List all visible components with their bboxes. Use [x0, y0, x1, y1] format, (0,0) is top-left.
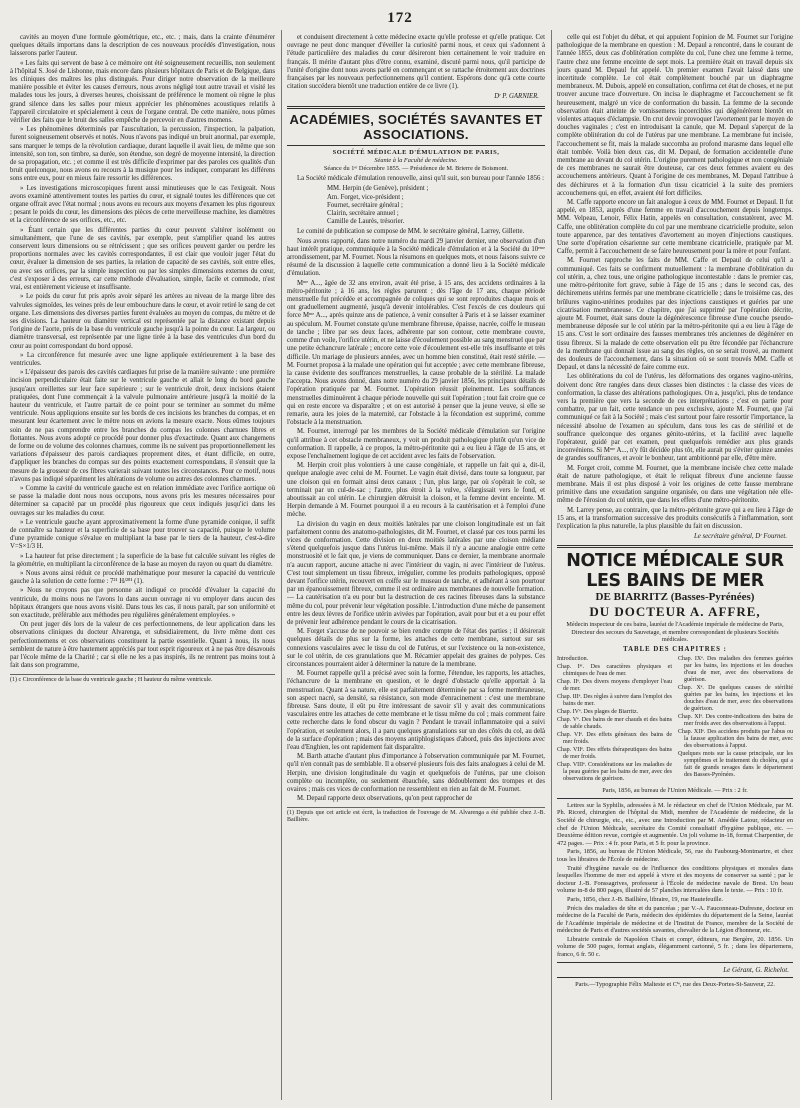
paragraph: » Les phénomènes déterminés par l'auscultation, la percussion, l'inspection, la palpation, furent soigneusement observés et notés. Nous n'avons pas indiqué un bruit anormal, par exemple, sans marquer le temps de la révolution cardiaque, durant laquelle il avait lieu, de même que son intensité, son ton, son timbre, sa durée, son étendue, son degré de moyenne intensité, la direction de sa propagation, etc. ; et comme il est très difficile d'exprimer par des paroles ces qualités d'un bruit quelconque, nous avons eu recours à la musique pour les indiquer, comparant les différens sons entre eux, pour en mieux faire ressortir les différences. [10, 126, 275, 183]
ad-description: Médecin inspecteur de ces bains, lauréat de l'Académie impériale de médecine de Paris, Directeur des secours du Sauvetage, et membre correspondant de plusieurs Sociétés médicales. [566, 621, 784, 643]
paragraph: M. Caffe rapporte encore un fait analogue à ceux de MM. Fournet et Depaul. Il fut appelé, en 1853, auprès d'une femme en travail d'accouchement depuis longtemps. MM. Velpeau, Lenoir, Félix Hatin, appelés en consultation, constatèrent, avec M. Caffe, une oblitération complète du col par une membrane cicatricielle produite, selon toute apparence, par des tentatives d'avortement au moyen d'injections caustiques. Une sorte d'opération césarienne sur cette membrane cicatricielle, pratiquée par M. Caffe, permit à l'accouchement de se faire heureusement pour la mère et pour l'enfant. [557, 199, 793, 256]
paragraph: cavités au moyen d'une formule géométrique, etc., etc. ; mais, dans la crainte d'énumérer quelques détails importans dans la description de ces nouveaux procédés d'investigation, nous laisserons parler l'auteur. [10, 34, 275, 58]
paragraph: La division du vagin en deux moitiés latérales par une cloison longitudinale est un fait parfaitement connu des anatomo-pathologistes, dit M. Fournet, et classé par ces tous parmi les vices de conformation. Cette division en deux moitiés latérales par une cloison médiane s'étend quelquefois jusque dans l'utérus lui-même. Mais il n'y a aucune analogie entre cette monstruosité et le fait que, je viens de communiquer. Dans ce dernier, la membrane anormale n'a aucun rapport, aucune attache ni avec l'intérieur du vagin, ni avec l'intérieur de l'utérus. C'est tout simplement un tissu fibreux, irrégulier, comme les produits pathologiques, opposé devant l'orifice utérin, recouvert en coiffe sur le museau de tanche, et adhérant à son pourtour par un épanouissement fibreux, comme il est ordinaire aux membranes de nouvelle formation. — La cautérisation n'a eu pour but la destruction de ces racines fibreuses dans la substance même du col, pour prévenir leur végétation possible. L'introduction d'une mèche de pansement entre les deux lèvres de l'orifice utérin avivées par l'opération, avait pour but et a eu pour effet de prévenir leur adhérence pendant le cours de la cicatrisation. [287, 520, 545, 626]
member-entry: MM. Herpin (de Genève), président ; [327, 185, 429, 193]
ad-title: NOTICE MÉDICALE SUR LES BAINS DE MER [566, 551, 784, 592]
toc-grid [557, 656, 793, 785]
paragraph: » Le ventricule gauche ayant approximativement la forme d'une pyramide conique, il suffit de connaître sa hauteur et la superficie de sa base pour trouver sa capacité, puisque le volume d'une pyramide conique s'évalue en multipliant la base par le tiers de la hauteur, c'est-à-dire V=S×1/3 H. [10, 518, 275, 551]
paragraph: » Nous ne croyons pas que personne ait indiqué ce procédé d'évaluer la capacité du ventricule, du moins nous ne l'avons lu dans aucun ouvrage ni vu employer dans aucun des hôpitaux étrangers que nous avons visité. Dans tous les cas, il nous paraît, par son uniformité et son exactitude, préférable aux méthodes peu régulières généralement employées. » [10, 587, 275, 620]
toc-entry: Chap. IIᵉ. Des divers moyens d'employer l'eau de mer. [557, 679, 672, 693]
paragraph: « Les faits qui servent de base à ce mémoire ont été soigneusement recueillis, non seulement à l'hôpital S. José de Lisbonne, mais encore dans plusieurs hôpitaux de Paris et de Belgique, dans les cliniques des maîtres les plus distingués. Pour diriger notre observation de la meilleure manière possible et éviter les causes d'erreurs, nous avons négligé tout autre travail et visité les malades tous les jours, à diverses heures, choisissant de préférence le moment où règne le plus grand silence dans les salles pour mieux apprécier les phénomènes acoustiques relatifs à l'appareil circulatoire et spécialement à ceux de l'organe central. De cette manière, nous pûmes vérifier des faits que le bruit des salles empêche de percevoir en d'autres momens. [10, 59, 275, 125]
notice-rule [557, 798, 793, 799]
paragraph: » L'épaisseur des parois des cavités cardiaques fut prise de la manière suivante : une première incision perpendiculaire était faite sur le ventricule gauche et allait le long du bord gauche jusqu'aux oreillettes sur leur face supérieure ; sur le ventricule droit, deux incisions étaient pratiquées, dont l'une commençait à la valvule pulmonaire antérieure jusqu'à la moitié de la hauteur du ventricule, et l'autre partait de ce point pour se terminer au sommet du même ventricule. Nous appliquions ensuite sur les bords de ces incisions les branches du compas, et en mesurant leur écartement avec le mètre nous en avions la mesure exacte. Nous eûmes toujours soin de ne pas comprendre entre les branches du compas les colonnes charnues libres et flottantes. Nous avons adopté ce procédé pour donner plus d'exactitude. Quant aux changemens de forme ou de volume des colonnes charnues, comme ils ne suivent pas proportionnellement les variations d'épaisseur des parois cardiaques proprement dites, et étant difficile, en outre, d'appliquer les branches du compas sur des points exactement correspondans, il s'ensuit que la mesure de la grosseur de ces fibres varierait suivant toutes les circonstances. Pour ce motif, nous n'avons pas indiqué séparément les altérations de volume ou autres des colonnes charnues. [10, 369, 275, 483]
column-divider [281, 30, 282, 1100]
gerant-line: Le Gérant, G. Richelot. [723, 965, 789, 974]
member-entry: Clairin, secrétaire annuel ; [327, 210, 399, 218]
ad-author: DU DOCTEUR A. AFFRE, [589, 604, 761, 620]
paragraph: Les oblitérations du col de l'utérus, les déformations des organes vagino-utérins, doivent donc être rangées dans deux classes bien distinctes : la classe des vices de conformation, la classe des altérations pathologiques. On a, jusqu'ici, plus de tendance vers la première que vers la seconde de ces interprétations ; c'est en partie pour combattre, par un fait, cette tendance un peu exclusive, ajoute M. Fournet, que j'ai communiqué ce fait à la Société ; mais c'est surtout pour faire ressortir l'importance, la nécessité absolue de l'examen au spéculum, dans tous les cas de stérilité et de souffrance quelconque des organes génito-utérins, et la facilité avec laquelle l'opérateur, guidé par cet examen, peut quelquefois remédier aux plus grands inconvéniens. Si Mᵐᵉ A..., n'y fût décidée plus tôt, elle aurait pu s'éviter quinze années de grandes souffrances, et avoir le bonheur, tant ambitionné par elle, d'être mère. [557, 373, 793, 463]
page-number: 172 [387, 10, 413, 26]
toc-entry: Chap. Vᵉ. Des bains de mer chauds et des bains de sable chauds. [557, 717, 672, 731]
right-column [557, 34, 793, 1096]
paragraph: M. Barth attache d'autant plus d'importance à l'observation communiquée par M. Fournet, qu'il n'en connaît pas de semblable. Il a observé plusieurs fois des faits analogues à celui de M. Herpin, une division longitudinale du vagin et quelquefois de l'utérus, par une cloison complète ou incomplète, ou seulement ébauchée, sans dédoublement des trompes et des ovaires ; mais ces vices de conformation ne ressemblent en rien au fait de M. Fournet. [287, 753, 545, 794]
book-notice: Paris, 1856, au bureau de l'Union Médicale, 56, rue du Faubourg-Montmartre, et chez tous les libraires de l'École de médecine. [557, 848, 793, 863]
book-notice: Paris, 1856, chez J.-B. Baillière, libraire, 19, rue Hautefeuille. [567, 895, 723, 903]
toc-right-column [678, 656, 793, 784]
imprint-line: Paris.—Typographie Félix Malteste et Cⁱᵉ, rue des Deux-Portes-St-Sauveur, 22. [575, 980, 775, 988]
book-notice: Traité d'hygiène navale ou de l'influence des conditions physiques et morales dans lesquelles l'homme de mer est appelé à vivre et des moyens de conserver sa santé ; par le docteur J.-B. Fonssagrives, professeur à l'École de médecine navale de Brest. Un beau volume in-8 de 800 pages, illustré de 57 planches intercalées dans le texte. — Prix : 10 fr. [557, 864, 793, 895]
paragraph: M. Forget s'accuse de ne pouvoir se bien rendre compte de l'état des parties ; il désirerait quelques détails de plus sur la forme, les attaches de cette membrane, surtout sur ses connexions vasculaires avec le tissu du col de l'utérus, et sur l'existence ou la non-existence, sur le col utérin, de ces granulations que M. Récamier appelait des graines de polypes. Ces circonstances pourraient aider à déterminer la nature de la membrane. [287, 628, 545, 669]
toc-entry: Chap. VIᵉ. Des effets généraux des bains de mer froids. [557, 732, 672, 746]
paragraph: » La circonférence fut mesurée avec une ligne appliquée extérieurement à la base des ventricules. [10, 351, 275, 367]
left-column [10, 34, 275, 1096]
toc-entry: Chap. VIIᵉ. Des effets thérapeutiques des bains de mer froids. [557, 747, 672, 761]
toc-title: TABLE DES CHAPITRES : [623, 646, 727, 653]
toc-entry: Chap. IXᵉ. Des maladies des femmes guéries par les bains, les injections et les douches d'eau de mer, avec des observations de guérison. [678, 656, 793, 684]
paragraph: » La hauteur fut prise directement ; la superficie de la base fut calculée suivant les règles de la géométrie, en multipliant la circonférence de la base au moyen du rayon ou quart du diamètre. [10, 552, 275, 568]
paragraph: » Les investigations microscopiques furent aussi minutieuses que le cas l'exigeait. Nous avons examiné attentivement toutes les parties du cœur, et signalé toutes les différences que cet organe offrait avec l'état normal ; nous avons eu recours aux moyens d'examen les plus rigoureux ; pesant le poids du cœur, les dimensions des pièces de cette merveilleuse machine, les diamètres et la circonférence de ses orifices, etc., etc. [10, 184, 275, 225]
paragraph: M. Fournet rappelle qu'il a précisé avec soin la forme, l'étendue, les rapports, les attaches, l'échancrure de la membrane en question, et le degré d'obstacle qu'elle apportait à la menstruation. Quant à sa nature, elle est parfaitement déterminée par sa forme membraneuse, son aspect nacré, sa densité, sa résistance, son mode d'enracinement : c'est une membrane fibreuse. Sans doute, il eût pu être intéressant de savoir s'il y avait des communications vasculaires entre les attaches de cette membrane et le tissu même du col ; mais comment faire cette recherche dans le fond obscur du vagin ? Pendant le travail inflammatoire qui a suivi l'opération, et seulement alors, il a paru quelques granulations sur un des côtés du col, au delà de la surface d'opération ; mais des moyens antiphlogistiques d'abord, puis des injections avec l'eau d'Enghien, les ont rapidement fait disparaître. [287, 670, 545, 752]
paragraph: M. Fournet, interrogé par les membres de la Société médicale d'émulation sur l'origine qu'il attribue à cet obstacle membraneux, y voit un produit pathologique plutôt qu'un vice de conformation. Il rappelle, à ce propos, la métro-péritonite qui a eu lieu à l'âge de 15 ans, et expose l'enchaînement logique de cet accident avec les faits de l'observation. [287, 428, 545, 460]
book-notices [557, 802, 793, 959]
mid-paragraphs [287, 228, 545, 803]
member-entry: Am. Forget, vice-président ; [327, 193, 404, 201]
toc-entry: Chap. XIᵉ. Des contre-indications des bains de mer froids avec des observations à l'appui. [678, 714, 793, 728]
paragraph: Le comité de publication se compose de MM. le secrétaire général, Larrey, Gillette. [297, 228, 525, 236]
paragraph: M. Forget croit, comme M. Fournet, que la membrane incisée chez cette malade était de nature pathologique, et était le reliquat fibreux d'une ancienne fausse membrane. Mais il est plus disposé à voir les origines de cette fausse membrane primitive dans une exsudation sanguine organisée, ou dans une végétation née elle-même de l'érosion du col utérin, que dans les effets d'une métro-péritonite. [557, 464, 793, 505]
paragraph: » Étant certain que les différentes parties du cœur peuvent s'altérer isolément ou simultanément, que l'une de ses cavités, par exemple, peut s'amplifier quand les autres conservent leurs dimensions ou se rétrécissent ; que ses orifices peuvent garder ou perdre les proportions normales avec les cavités correspondantes, il est clair que vouloir juger l'état du cœur, évaluer la dimension de ses parties, la relation de capacité de ses cavités, soit entre elles, ou avec ses orifices, par la simple inspection ou par les simples dimensions externes du cœur, c'est s'exposer à des erreurs, car cette méthode d'évaluation, simple, facile et commode, n'est vrai, est entièrement vicieuse et insuffisante. [10, 226, 275, 292]
ad-publisher-line: Paris, 1856, au bureau de l'Union Médicale. — Prix : 2 fr. [602, 787, 748, 795]
ad-rule [557, 545, 793, 548]
toc-entry: Chap. Iᵉʳ. Des caractères physiques et chimiques de l'eau de mer. [557, 664, 672, 678]
left-paragraphs [10, 34, 275, 670]
garnier-signature: Dʳ P. GARNIER. [494, 93, 539, 101]
paragraph: M. Herpin croit plus volontiers à une cause congéniale, et rappelle un fait qui a, dit-il, quelque analogie avec celui de M. Fournet. Le vagin était divisé, dans toute sa longueur, par une cloison qui en formait ainsi deux canaux ; l'un, plus large, par où s'opérait le coït, se terminait par un cul-de-sac ; l'autre, plus étroit à la vulve, s'élargissait vers le fond, et aboutissait au col utérin. Le chirurgien détruisit la cloison, et la femme devint enceinte. M. Herpin demande à M. Fournet pourquoi il a eu recours à la cautérisation et à l'emploi d'une mèche. [287, 462, 545, 519]
mid-intro: et conduisent directement à cette médecine exacte qu'elle professe et qu'elle pratique. Cet ouvrage ne peut donc manquer d'éveiller la curiosité parmi nous, et ceux qui s'adonnent à l'étude particulière des maladies du cœur désireront bien certainement le voir traduire en français. Il mérite d'autant plus d'être connu, examiné, discuté parmi nous, qu'il participe de l'unité d'origine dont nous avons parlé en commençant et se rattache étroitement aux doctrines françaises par les nouveaux perfectionnemens qu'il contient. Espérons donc qu'à cette courte citation succédera bientôt une traduction entière de ce livre (1). [287, 34, 545, 91]
toc-entry: Quelques mots sur la cause principale, sur les symptômes et le traitement du choléra, qui a fait de grands ravages dans le département des Basses-Pyrénées. [678, 751, 793, 779]
toc-entry: Chap. Xᵉ. De quelques causes de stérilité guéries par les bains, les injections et les douches d'eau de mer, avec des observations de guérison. [678, 685, 793, 713]
right-paragraphs [557, 34, 793, 531]
society-name: SOCIÉTÉ MÉDICALE D'ÉMULATION DE PARIS, [332, 148, 500, 156]
mid-footnote: (1) Depuis que cet article est écrit, la traduction de l'ouvrage de M. Alvarenga a été publiée chez J.-B. Baillière. [287, 807, 545, 824]
toc-entry: Chap. VIIIᵉ. Considérations sur les maladies de la peau guéries par les bains de mer, avec des observations de guérison. [557, 762, 672, 783]
member-entry: Camille de Laurès, trésorier. [327, 218, 405, 226]
paragraph: M. Fournet rapproche les faits de MM. Caffe et Depaul de celui qu'il a communiqué. Ces faits se confirment mutuellement : la membrane d'oblitération du col utérin, a, chez tous, une origine pathologique incontestable : dans le premier cas, une métro-péritonite fort grave, subie à l'âge de 15 ans ; dans le second cas, des déchiremens utérins fermés par une membrane cicatricielle ; dans le troisième cas, des brûlures vagino-utérines produites par des injections caustiques et guéries par une cicatrisation membraneuse. Ce chapitre, que j'ai supprimé par l'opération décrite, ajoute M. Fournet, était sans doute la dégénérescence fibreuse d'une couche pseudo-membraneuse déposée sur le col utérin par la métro-péritonite qui a eu lieu à l'âge de 15 ans. C'est le sort ordinaire des fausses membranes très anciennes de dégénérer en tissu fibreux. Si la malade de cette observation eût pu être fécondée par l'échancrure de la membrane qui donnait issue au sang des règles, on se serait trouvé, au moment des douleurs de l'accouchement, dans la situation où se sont trouvés MM. Caffe et Depaul, et dans la nécessité de faire comme eux. [557, 257, 793, 372]
toc-entry: Chap. IVᵉ. Des plages de Biarritz. [557, 709, 639, 716]
members-list [287, 185, 545, 226]
gerant-rule [557, 962, 793, 963]
paragraph: Mᵐᵉ A..., âgée de 32 ans environ, avait été prise, à 15 ans, des accidens ordinaires à la métro-péritonite ; à 16 ans, les règles parurent ; dès l'âge de 17 ans, chaque période menstruelle fut précédée et accompagnée de coliques qui se sont reproduites chaque mois et ont graduellement augmenté, jusqu'à devenir intolérables. C'est l'excès de ces douleurs qui force Mᵐᵉ A..., après quinze ans de patience, à venir consulter à Paris et à se laisser examiner au spéculum. M. Fournet constate qu'une membrane fibreuse, épaisse, nacrée, coiffe le museau de tanche ; libre par ses deux faces, adhérente par son contour, cette membrane couvre, comme d'un voile, l'orifice utérin, et ne laisse d'écoulement possible au sang menstruel que par une petite échancrure latérale ; encore cette voie d'écoulement est-elle très insuffisante et très difficile. Un mariage de plusieurs années, avec un homme bien constitué, était resté stérile. — M. Fournet proposa à la malade une opération qui fut acceptée ; avec cette membrane fibreuse, la cause évidente des souffrances menstruelles, la cause probable de la stérilité. La malade l'accepta. Nous avons donné, dans notre numéro du 29 janvier 1856, les principaux détails de l'opération pratiquée par M. Fournet. L'opération réussit pleinement. Les souffrances menstruelles diminuèrent à chaque période nouvelle qui suit l'opération ; tout fait croire que ce qui en reste encore va disparaître ; et on est autorisé à penser que la jeune veuve, si elle se remarie, aura les joies de la maternité, car l'obstacle à la fécondation est supprimé, comme l'obstacle à la menstruation. [287, 279, 545, 427]
paragraph: M. Depaul rapporte deux observations, qu'on peut rapprocher de [297, 795, 473, 803]
ad-subtitle: DE BIARRITZ (Basses-Pyrénées) [595, 591, 755, 604]
book-notice: Lettres sur la Syphilis, adressées à M. le rédacteur en chef de l'Union Médicale, par M. Ph. Ricord, chirurgien de l'hôpital du Midi, membre de l'Académie de médecine, de la Société de chirurgie, etc., etc., avec une Introduction par M. Amédée Latour, rédacteur en chef de l'Union Médicale, secrétaire du Comité consultatif d'hygiène publique, etc. — Deuxième édition revue, corrigée et augmentée. Un joli volume in-18, format Charpentier, de 472 pages. — Prix : 4 fr. pour Paris, et 5 fr. pour la province. [557, 801, 793, 847]
section-rule [287, 145, 545, 146]
paragraph: » Le poids du cœur fut pris après avoir séparé les artères au niveau de la marge libre des valvules sigmoïdes, les veines près de leur embouchure dans le cœur, et avoir retiré le sang de cet organe. Les dimensions des diverses parties furent évaluées au moyen du compas, du mètre et de ses divisions. La hauteur ou diamètre vertical est représentée par la distance existant depuis l'origine de l'aorte, près de la base du ventricule gauche jusqu'à la pointe du cœur. La largeur, ou diamètre transversal, est représentée par une ligne tirée à la base des ventricules d'un bord du cœur au point correspondant du bord opposé. [10, 293, 275, 350]
toc-entry: Chap. IIIᵉ. Des règles à suivre dans l'emploi des bains de mer. [557, 694, 672, 708]
left-footnote: (1) c Circonférence de la base du ventricule gauche ; H hauteur du même ventricule. [10, 674, 275, 684]
toc-left-column [557, 656, 672, 784]
middle-column [287, 34, 545, 1096]
section-rule [287, 106, 545, 109]
book-notice: Librairie centrale de Napoléon Chaix et compᵉ, éditeurs, rue Bergère, 20. 1856. Un volume de 500 pages, format anglais, élégamment cartonné, 5 fr. ; dans les départemens, franco, 6 fr. 50 c. [557, 935, 793, 959]
member-entry: Fournet, secrétaire général ; [327, 201, 403, 209]
fournet-signature: Le secrétaire général, Dʳ Fournet. [694, 533, 787, 541]
column-divider [551, 30, 552, 1100]
society-seat: Séante à la Faculté de médecine. [374, 156, 458, 164]
paragraph: On peut juger dès lors de la valeur de ces perfectionnemens, de leur application dans les observations cliniques du docteur Alvarenga, et subsidiairement, du livre même dont ces perfectionnemens et ces observations constituent la partie essentielle. Quant à nous, ils nous semblent de nature à être hautement appréciés par tout esprit rigoureux et à ne pas être désavoués par l'école même de la Charité ; car si elle ne les a pas inspirés, ils ne rentrent pas moins tout à fait dans son programme, [10, 621, 275, 670]
election-intro: La Société médicale d'émulation renouvelle, ainsi qu'il suit, son bureau pour l'année 1856 : [297, 175, 544, 183]
toc-entry: Chap. XIIᵉ. Des accidens produits par l'abus ou la fausse application des bains de mer, avec des observations à l'appui. [678, 729, 793, 750]
paragraph: celle qui est l'objet du débat, et qui appuient l'opinion de M. Fournet sur l'origine pathologique de la membrane en question : M. Depaul a rencontré, dans le courant de l'année 1855, deux cas d'oblitération complète du col, l'une chez une femme à terme, l'autre chez une femme enceinte de sept mois. La première était en travail depuis six jours quand M. Depaul fut appelé. Un premier examen l'avait laissé dans une incertitude complète. Le col était complètement bouché par un diaphragme membraneux. M. Dubois, appelé en consultation, confirma cet état de choses, et ne put trouver aucune trace d'ouverture. On incisa le diaphragme et l'accouchement se fit heureusement, malgré un vice de conformation du bassin. La femme de la seconde observation était atteinte de vomissemens incoercibles qui dégénérèrent bientôt en violentes attaques d'éclampsie. On crut devoir provoquer l'avortement par le moyen de douches vaginales ; c'est en introduisant la canule, que M. Depaul s'aperçut de la complète oblitération du col de l'utérus par une membrane. La membrane fut incisée, l'accouchement se fit, mais la malade succomba au profond marasme dans lequel elle était tombée. Voilà bien deux cas, dit M. Depaul, de formation accidentelle d'une membrane au devant du col utérin. L'origine purement pathologique et non congéniale de ces membranes ne saurait être douteuse, car ces deux femmes avaient eu des accouchemens antérieurs. Quant à l'origine de ces membranes, M. Depaul l'attribue à des déchirures et à la formation d'un tissu cicatriciel à la suite des premiers accouchemens qui, en effet, avaient été fort difficiles. [557, 34, 793, 197]
seance-line: Séance du 1ᵉʳ Décembre 1855. — Présidence de M. Brierre de Boismont. [323, 165, 509, 173]
paragraph: M. Larrey pense, au contraire, que la métro-péritonite grave qui a eu lieu à l'âge de 15 ans, et la transformation successive des produits consécutifs à l'inflammation, sont l'explication la plus naturelle, la plus plausible du fait en discussion. [557, 506, 793, 530]
book-notice: Précis des maladies de tête et du pancréas ; par V.-A. Fauconneau-Dufresne, docteur en médecine de la Faculté de Paris, médecin des épidémies du département de la Seine, lauréat de l'Académie impériale de médecine et de l'Institut de France, membre de la Société de médecine de Paris et d'autres sociétés savantes, chevalier de la Légion d'honneur, etc. [557, 904, 793, 935]
paragraph: » Nous avons ainsi réduit ce procédé mathématique pour mesurer la capacité du ventricule gauche à la solution de cette forme : 7²¹ H/²⁸¹ (1). [10, 570, 275, 586]
section-title: ACADÉMIES, SOCIÉTÉS SAVANTES ET ASSOCIATIONS. [289, 111, 543, 142]
toc-entry: Introduction. [557, 656, 589, 663]
imprint-rule [557, 977, 793, 978]
paragraph: Nous avons rapporté, dans notre numéro du mardi 29 janvier dernier, une observation d'un haut intérêt pratique, communiquée à la Société médicale d'émulation et à la Société du 10ᵉᵐᵉ arrondissement, par M. Fournet. Nous la résumons en quelques mots, et nous faisons suivre ce résumé de la discussion à laquelle cette communication a donné lieu à la Société médicale d'émulation. [287, 237, 545, 278]
paragraph: » Comme la cavité du ventricule gauche est en relation immédiate avec l'orifice aortique où se passe la maladie dont nous nous occupons, nous avons pris les mesures nécessaires pour déterminer sa capacité par un procédé plus rigoureux que ceux indiqués jusqu'ici dans les ouvrages sur les maladies du cœur. [10, 484, 275, 517]
